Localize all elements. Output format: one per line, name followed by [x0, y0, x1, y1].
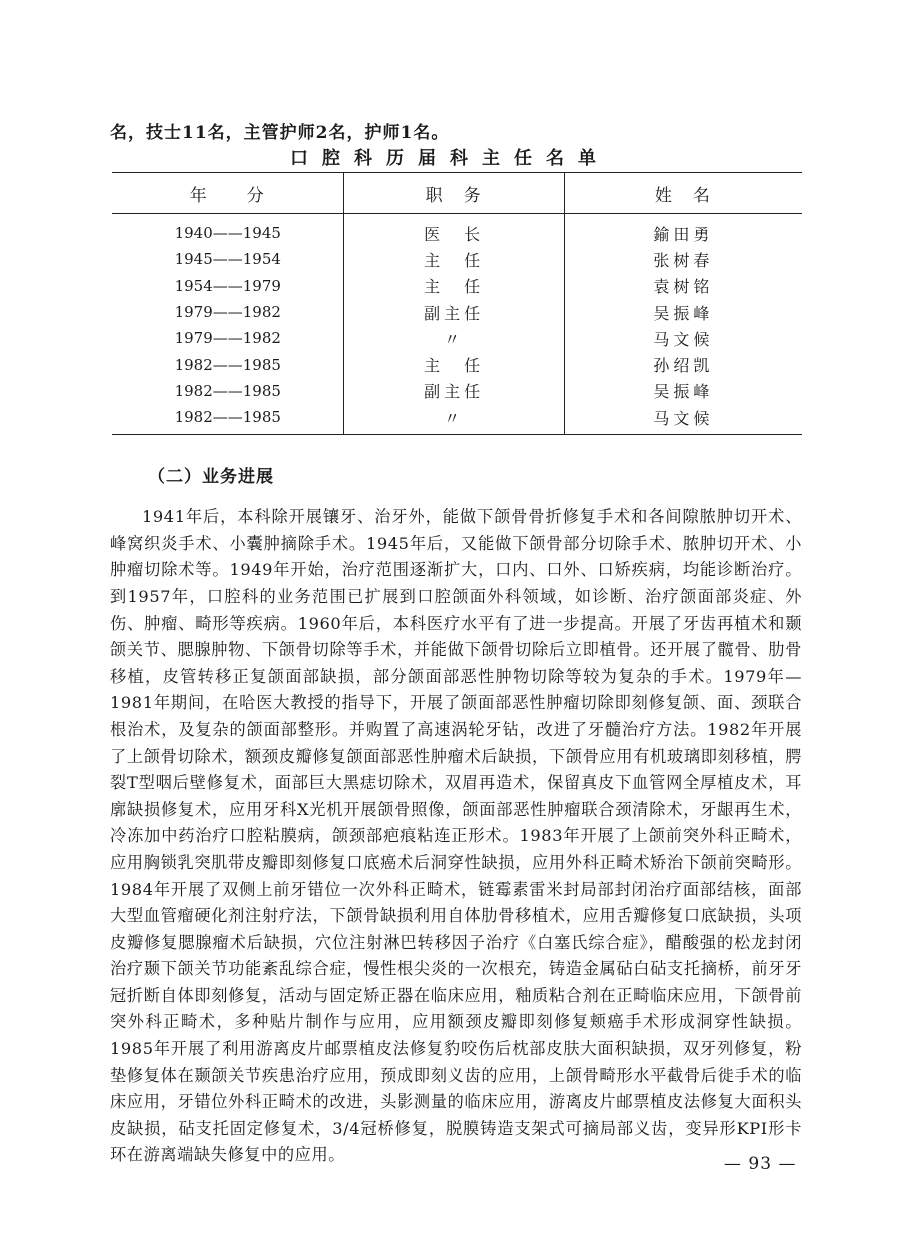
- cell-name: 袁树铭: [653, 277, 714, 297]
- table-row: [112, 299, 802, 325]
- cell-years: 1979——1982: [174, 329, 281, 348]
- header-name: 姓 名: [564, 173, 802, 214]
- cell-position: 〃: [344, 404, 564, 435]
- cell-years: 1954——1979: [174, 276, 281, 295]
- cell-position: 副主任: [344, 299, 564, 325]
- table-row: [112, 214, 802, 247]
- cell-years: 1979——1982: [174, 303, 281, 322]
- cell-years: 1945——1954: [174, 250, 281, 269]
- table-row: [112, 273, 802, 299]
- cell-years: 1982——1985: [174, 381, 281, 400]
- cell-position: 主 任: [344, 351, 564, 377]
- cell-name: 吴振峰: [653, 382, 714, 402]
- cell-name: 张树春: [653, 250, 714, 270]
- table-row: [112, 325, 802, 351]
- cell-position: 〃: [344, 325, 564, 351]
- cell-years: 1940——1945: [174, 224, 281, 243]
- page-number: — 93 —: [724, 1154, 797, 1174]
- header-position: 职 务: [344, 173, 564, 214]
- cell-name: 马文候: [564, 404, 802, 435]
- cell-name: 吴振峰: [653, 303, 714, 323]
- cell-years: 1982——1985: [112, 404, 344, 435]
- department-head-table: [112, 172, 802, 435]
- body-paragraph: 1941年后，本科除开展镶牙、治牙外，能做下颌骨骨折修复手术和各间隙脓肿切开术、峰窝织炎手术、小囊肿摘除手术。1945年后，又能做下颌骨部分切除手术、脓肿切开术、小肿瘤切除术等。1949年开始，治疗范围逐渐扩大，口内、口外、口矫疾病，均能诊断治疗。到1957年，口腔科的业务范围已扩展到口腔颌面外科领域，如诊断、治疗颌面部炎症、外伤、肿瘤、畸形等疾病。1960年后，本科医疗水平有了进一步提高。开展了牙齿再植术和颞颌关节、腮腺肿物、下颌骨切除等手术，并能做下颌骨切除后立即植骨。还开展了髋骨、肋骨移植，皮管转移正复颌面部缺损，部分颌面部恶性肿物切除等较为复杂的手术。1979年—1981年期间，在哈医大教授的指导下，开展了颌面部恶性肿瘤切除即刻修复颌、面、颈联合根治术，及复杂的颌面部整形。并购置了高速涡轮牙钻，改进了牙髓治疗方法。1982年开展了上颌骨切除术，额颈皮瓣修复颌面部恶性肿瘤术后缺损，下颌骨应用有机玻璃即刻移植，腭裂T型咽后壁修复术，面部巨大黑痣切除术，双眉再造术，保留真皮下血管网全厚植皮术，耳廓缺损修复术，应用牙科X光机开展颌骨照像，颌面部恶性肿瘤联合颈清除术，牙龈再生术，冷冻加中药治疗口腔粘膜病，颌颈部疤痕粘连正形术。1983年开展了上颌前突外科正畸术，应用胸锁乳突肌带皮瓣即刻修复口底癌术后洞穿性缺损，应用外科正畸术矫治下颌前突畸形。1984年开展了双侧上前牙错位一次外科正畸术，链霉素雷米封局部封闭治疗面部结核，面部大型血管瘤硬化剂注射疗法，下颌骨缺损利用自体肋骨移植术，应用舌瓣修复口底缺损，头项皮瓣修复腮腺瘤术后缺损，穴位注射淋巴转移因子治疗《白塞氏综合症》，醋酸强的松龙封闭治疗颞下颌关节功能紊乱综合症，慢性根尖炎的一次根充，铸造金属砧白砧支托摘桥，前牙牙冠折断自体即刻修复，活动与固定矫正器在临床应用，釉质粘合剂在正畸临床应用，下颌骨前突外科正畸术，多种贴片制作与应用，应用额颈皮瓣即刻修复颊癌手术形成洞穿性缺损。1985年开展了利用游离皮片邮票植皮法修复豹咬伤后枕部皮肤大面积缺损，双牙列修复，粉垫修复体在颞颌关节疾患治疗应用，预成即刻义齿的应用，上颌骨畸形水平截骨后徙手术的临床应用，牙错位外科正畸术的改进，头影测量的临床应用，游离皮片邮票植皮法修复大面积头皮缺损，砧支托固定修复术，3/4冠桥修复，脱膜铸造支架式可摘局部义齿，变异形KPI形卡环在游离端缺失修复中的应用。: [110, 507, 802, 1165]
- cell-years: 1982——1985: [174, 355, 281, 374]
- header-years: 年 分: [112, 173, 344, 214]
- cell-position: 主 任: [344, 246, 564, 272]
- cell-position: 主 任: [344, 273, 564, 299]
- table-row: [112, 246, 802, 272]
- intro-line: 名，技士11名，主管护师2名，护师1名。: [110, 123, 450, 143]
- table-row: [112, 404, 802, 435]
- table-row: [112, 351, 802, 377]
- table-row: [112, 378, 802, 404]
- cell-name: 孙绍凯: [653, 356, 714, 376]
- table-header-row: [112, 173, 802, 214]
- cell-name: 鍮田勇: [653, 224, 714, 244]
- cell-position: 副主任: [344, 378, 564, 404]
- cell-position: 医 长: [344, 214, 564, 247]
- section-heading: （二）业务进展: [148, 467, 274, 487]
- cell-name: 马文候: [653, 329, 714, 349]
- table-title: 口腔科历届科主任名单: [290, 148, 610, 169]
